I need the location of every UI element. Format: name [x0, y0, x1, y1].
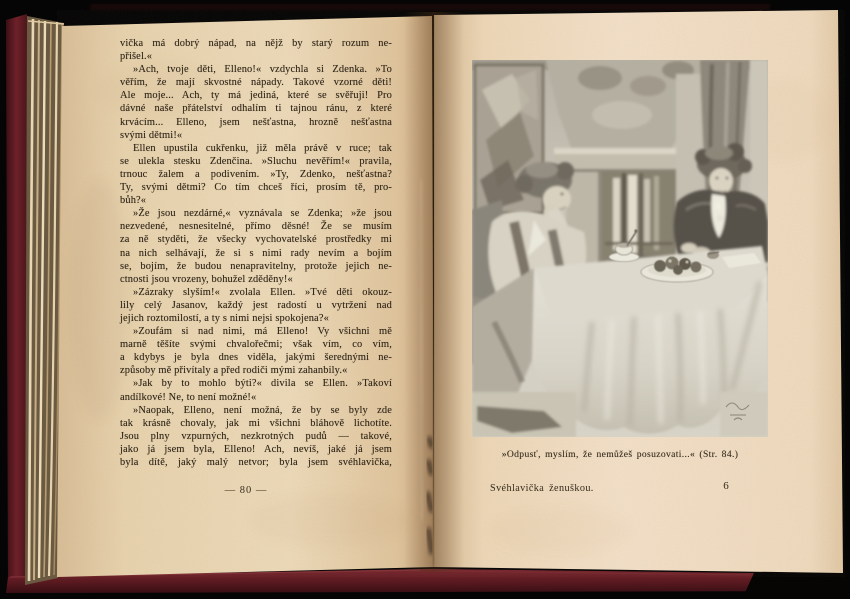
text-line: dávné naše přátelství odhalím ti tajnou ránu, z které [120, 103, 392, 115]
left-page-number: — 80 — [224, 485, 268, 496]
text-line: jejich roztomilostí, a ty s nimi nejsi spokojena?« [120, 312, 329, 324]
text-line: bůh?« [120, 195, 147, 207]
text-line: na nich selhávají, že si s nimi rady nevím a bojím [120, 247, 392, 259]
text-line: věřím, že mají skvostné nápady. Takové vzorné děti! [120, 77, 392, 89]
text-line: za ně styděti, že všecky vychovatelské prostředky mi [120, 234, 392, 246]
illustration-caption: »Odpusť, myslím, že nemůžeš posuzovati...« (Str. 84.) [501, 449, 739, 460]
text-line: jako já jsem byla, Elleno! Ach, nevíš, jaké já jsem [120, 443, 392, 455]
text-line: andílkové! Ne, to není možné!« [120, 391, 257, 403]
text-line: svými dětmi!« [120, 129, 183, 141]
text-line: trnouc žalem a podivením. »Ty, Zdenko, nešťastna? [120, 168, 392, 180]
text-line: ctnosti jsou vrozeny, bohužel zděděny!« [120, 273, 293, 285]
text-line: se, bojím, že budou nenapravitelny, protože jejich ne- [120, 260, 392, 272]
left-page-text [120, 37, 392, 469]
text-line: Ty, svými dětmi? Co tím chceš říci, prosím tě, pro- [120, 182, 392, 194]
text-line: »Že jsou nezdárné,« vyznávala se Zdenka; »že jsou [133, 208, 392, 220]
text-line: »Zoufám si nad nimi, má Elleno! Vy všichni mě [133, 326, 392, 338]
text-line: lily celý Jasanov, každý jest radostí u vytržení nad [120, 299, 392, 311]
text-line: a kdybys je byla dnes viděla, jakými šerednými ne- [120, 352, 392, 364]
illustration-two-women-tea [472, 60, 768, 437]
text-line: tak krásně chovaly, jak mi všichni bláhově lichotíte. [120, 417, 392, 429]
running-title: Svéhlavička ženuškou. [490, 483, 594, 494]
text-line: krvácím... Elleno, jsem nešťastna, hrozně nešťastna [120, 116, 392, 128]
text-line: Jsou plny vzpurných, nezkrotných pudů — takové, [120, 430, 392, 442]
text-line: způsoby mě přivítaly a před rodiči mými zahanbily.« [120, 365, 348, 377]
text-line: se ulekla stesku Zdenčina. »Sluchu nevěřím!« pravila, [120, 155, 392, 167]
text-line: Ale moje... Ach, ty má jediná, které se svěřuji! Pro [120, 90, 392, 102]
text-line: vička má dobrý nápad, na nějž by starý rozum ne- [120, 38, 392, 49]
text-line: byla dítě, jaký malý netvor; byla jsem svéhlavička, [120, 457, 392, 468]
text-line: nezvedené, nesnesitelné, přímo děsné! Že se musím [120, 221, 392, 233]
text-line: přišel.« [120, 51, 153, 63]
text-line: »Naopak, Elleno, není možná, že by se byly zde [133, 404, 392, 416]
text-line: »Ach, tvoje děti, Elleno!« vzdychla si Zdenka. »To [133, 64, 392, 76]
signature-number: 6 [723, 480, 729, 492]
text-line: Ellen upustila cukřenku, již měla právě v ruce; tak [133, 142, 392, 154]
text-line: marně těšíte svými chvalořečmi; však vím, co vím, [120, 339, 392, 351]
fireplace-mantel [554, 148, 686, 172]
text-line: »Jak by to mohlo býti?« divila se Ellen. »Takoví [133, 378, 392, 390]
text-line: »Zázraky slyším!« zvolala Ellen. »Tvé děti okouz- [133, 286, 392, 298]
